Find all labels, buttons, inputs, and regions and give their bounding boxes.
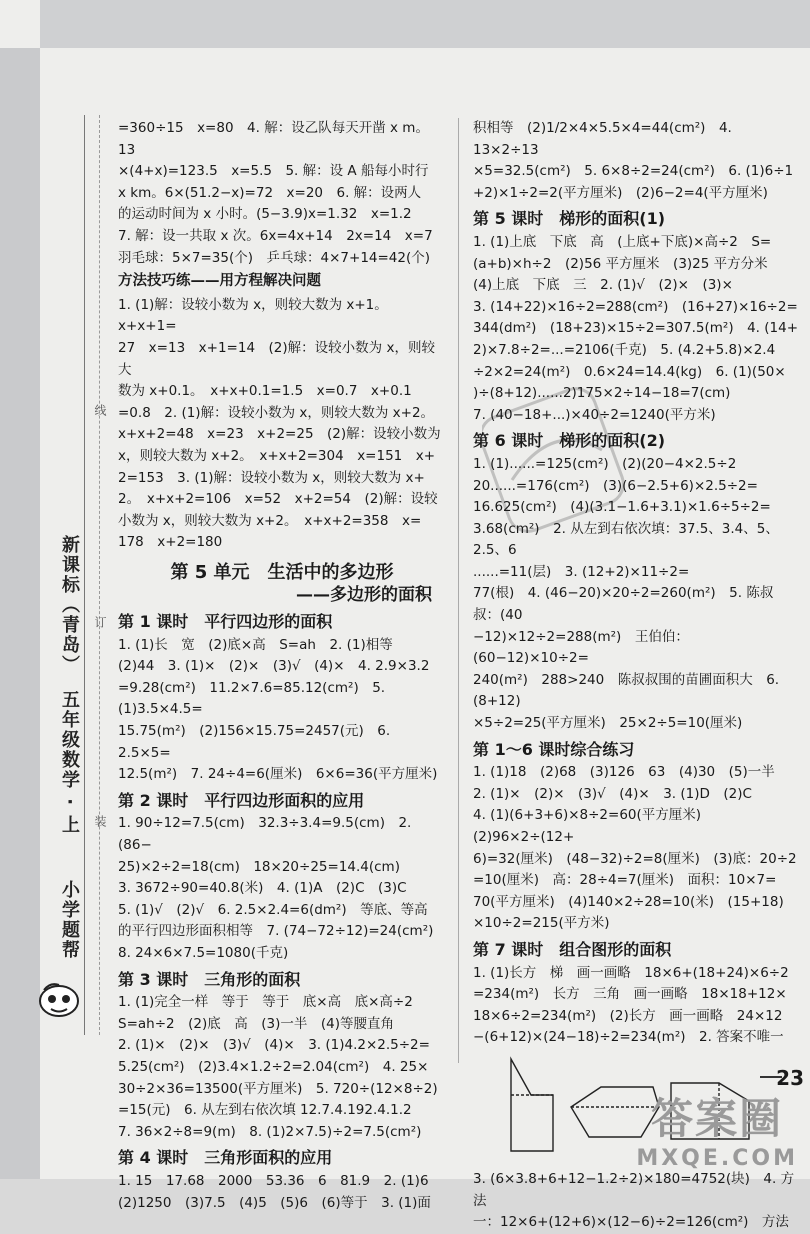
text-line: 小数为 x，则较大数为 x+2。 x+x+2=358 x= <box>118 512 422 529</box>
text-line: 的平行四边形面积相等 7. (74−72÷12)=24(cm²) <box>118 923 434 940</box>
text-line: 一：12×6+(12+6)×(12−6)÷2=126(cm²) 方法 <box>473 1214 789 1231</box>
text-line: (2)44 3. (1)× (2)× (3)√ (4)× 4. 2.9×3.2 <box>118 658 430 675</box>
watermark-url: MXQE.COM <box>636 1146 798 1171</box>
text-line: 1. (1)上底 下底 高 (上底+下底)×高÷2 S= <box>473 233 772 250</box>
lesson-2-title: 第 2 课时 平行四边形面积的应用 <box>118 790 365 810</box>
text-line: )÷(8+12)......2)175×2÷14−18=7(cm) <box>473 385 731 402</box>
unit-subtitle: ——多边形的面积 <box>296 585 432 606</box>
text-line: 1. (1)长 宽 (2)底×高 S=ah 2. (1)相等 <box>118 636 393 653</box>
text-line: 178 x+2=180 <box>118 534 223 551</box>
text-line: 2. (1)× (2)× (3)√ (4)× 3. (1)4.2×2.5÷2= <box>118 1037 430 1054</box>
text-line: =10(厘米) 高：28÷4=7(厘米) 面积：10×7= <box>473 872 777 889</box>
book-title-label: 五年级数学 · 上 <box>59 690 80 836</box>
text-line: =0.8 2. (1)解：设较小数为 x，则较大数为 x+2。 <box>118 404 435 421</box>
text-line: 30÷2×36=13500(平方厘米) 5. 720÷(12×8÷2) <box>118 1080 438 1097</box>
figure-1-outline <box>511 1059 553 1151</box>
lesson-6-title: 第 6 课时 梯形的面积(2) <box>473 431 666 451</box>
text-line: 7. 36×2÷8=9(m) 8. (1)2×7.5)÷2=7.5(cm²) <box>118 1123 422 1140</box>
text-line: 27 x=13 x+1=14 (2)解：设较小数为 x，则较大 <box>118 339 435 378</box>
book-spine <box>0 48 40 1179</box>
text-line: 1. (1)......=125(cm²) (2)(20−4×2.5÷2 <box>473 455 737 472</box>
tick-label-bottom: 装 <box>93 815 107 827</box>
text-line: 70(平方厘米) (4)140×2÷28=10(米) (15+18) <box>473 893 784 910</box>
text-line: 25)×2÷2=18(cm) 18×20÷25=14.4(cm) <box>118 858 400 875</box>
skill-heading: 方法技巧练——用方程解决问题 <box>118 273 321 290</box>
text-line: x，则较大数为 x+2。 x+x+2=304 x=151 x+ <box>118 447 436 464</box>
page-number: 23 <box>776 1066 804 1090</box>
text-line: 3. (14+22)×16÷2=288(cm²) (16+27)×16÷2= <box>473 298 798 315</box>
text-line: 3.68(cm²) 2. 从左到右依次填：37.5、3.4、5、2.5、6 <box>473 520 779 559</box>
text-line: −12)×12÷2=288(m²) 王伯伯：(60−12)×10÷2= <box>473 628 689 667</box>
text-line: 3. 3672÷90=40.8(米) 4. (1)A (2)C (3)C <box>118 880 407 897</box>
text-line: ÷2×2=24(m²) 0.6×24=14.4(kg) 6. (1)(50× <box>473 363 786 380</box>
right-column <box>473 118 798 1234</box>
text-line: 的运动时间为 x 小时。(5−3.9)x=1.32 x=1.2 <box>118 206 412 223</box>
text-line: 7. (40−18+...)×40÷2=1240(平方米) <box>473 406 716 423</box>
text-line: =234(m²) 长方 三角 画一画略 18×18+12× <box>473 986 787 1003</box>
text-line: 7. 解：设一共取 x 次。6x=4x+14 2x=14 x=7 <box>118 227 433 244</box>
text-line: 1. (1)18 (2)68 (3)126 63 (4)30 (5)一半 <box>473 764 775 781</box>
text-line: 羽毛球：5×7=35(个) 乒乓球：4×7+14=42(个) <box>118 249 431 266</box>
text-line: 240(m²) 288>240 陈叔叔围的苗圃面积大 6. (8+12) <box>473 671 784 710</box>
text-line: 18×6÷2=234(m²) (2)长方 画一画略 24×12 <box>473 1007 783 1024</box>
text-line: 1. (1)完全一样 等于 等于 底×高 底×高÷2 <box>118 994 413 1011</box>
text-line: 5. (1)√ (2)√ 6. 2.5×2.4=6(dm²) 等底、等高 <box>118 901 428 918</box>
watermark <box>636 1086 798 1171</box>
lesson-7-title: 第 7 课时 组合图形的面积 <box>473 939 672 959</box>
review-title: 第 1～6 课时综合练习 <box>473 739 635 759</box>
text-line: 1. (1)解：设较小数为 x，则较大数为 x+1。x+x+1= <box>118 296 388 335</box>
text-line: =360÷15 x=80 4. 解：设乙队每天开凿 x m。13 <box>118 120 429 158</box>
text-line: 2。 x+x+2=106 x=52 x+2=54 (2)解：设较 <box>118 491 438 508</box>
text-line: ×(4+x)=123.5 x=5.5 5. 解：设 A 船每小时行 <box>118 163 429 180</box>
watermark-logo-text: 答案圈 <box>651 1094 784 1143</box>
lesson-4-title: 第 4 课时 三角形面积的应用 <box>118 1148 333 1168</box>
text-line: 1. 90÷12=7.5(cm) 32.3÷3.4=9.5(cm) 2. (86− <box>118 815 416 853</box>
text-line: +2)×1÷2=2(平方厘米) (2)6−2=4(平方厘米) <box>473 184 768 201</box>
text-line: 77(根) 4. (46−20)×20÷2=260(m²) 5. 陈叔叔：(40 <box>473 585 774 624</box>
brand-label: 小学题帮 <box>59 880 80 960</box>
text-line: =9.28(cm²) 11.2×7.6=85.12(cm²) 5. (1)3.5×4.5= <box>118 679 390 718</box>
text-line: 20......=176(cm²) (3)(6−2.5+6)×2.5÷2= <box>473 477 758 494</box>
tick-label-top: 线 <box>93 404 107 416</box>
text-line: 1. 15 17.68 2000 53.36 6 81.9 2. (1)6 <box>118 1172 429 1189</box>
text-line: 12.5(m²) 7. 24÷4=6(厘米) 6×6=36(平方厘米) <box>118 766 438 783</box>
left-column <box>118 118 446 1214</box>
text-line: 8. 24×6×7.5=1080(千克) <box>118 944 289 961</box>
text-line: 16.625(cm²) (4)(3.1−1.6+3.1)×1.6÷5÷2= <box>473 499 771 516</box>
text-line: 1. (1)长方 梯 画一画略 18×6+(18+24)×6÷2 <box>473 964 789 981</box>
text-line: (4)上底 下底 三 2. (1)√ (2)× (3)× <box>473 277 733 294</box>
text-line: ×5÷2=25(平方厘米) 25×2÷5=10(厘米) <box>473 715 743 732</box>
series-label: 新课标（青岛） <box>59 535 80 675</box>
binding-line <box>84 115 85 1035</box>
tick-label-mid: 订 <box>93 616 107 628</box>
top-shadow <box>40 0 810 48</box>
column-divider <box>458 118 459 1063</box>
text-line: =15(元) 6. 从左到右依次填 12.7.4.192.4.1.2 <box>118 1102 412 1119</box>
lesson-1-title: 第 1 课时 平行四边形的面积 <box>118 612 333 632</box>
stamp-overlay <box>482 360 632 560</box>
text-line: S=ah÷2 (2)底 高 (3)一半 (4)等腰直角 <box>118 1015 394 1032</box>
text-line: 2. (1)× (2)× (3)√ (4)× 3. (1)D (2)C <box>473 785 752 802</box>
lesson-3-title: 第 3 课时 三角形的面积 <box>118 969 301 989</box>
text-line: 4. (1)(6+3+6)×8÷2=60(平方厘米) (2)96×2÷(12+ <box>473 807 715 845</box>
text-line: (2)1250 (3)7.5 (4)5 (5)6 (6)等于 3. (1)面 <box>118 1194 431 1211</box>
lesson-5-title: 第 5 课时 梯形的面积(1) <box>473 209 666 229</box>
text-line: x+x+2=48 x=23 x+2=25 (2)解：设较小数为 <box>118 426 441 443</box>
text-line: ×5=32.5(cm²) 5. 6×8÷2=24(cm²) 6. (1)6÷1 <box>473 163 794 180</box>
text-line: (a+b)×h÷2 (2)56 平方厘米 (3)25 平方分米 <box>473 255 768 272</box>
text-line: −(6+12)×(24−18)÷2=234(m²) 2. 答案不唯一 <box>473 1029 784 1046</box>
cut-line <box>99 115 100 1035</box>
text-line: ×10÷2=215(平方米) <box>473 915 610 932</box>
text-line: 2)×7.8÷2=...=2106(千克) 5. (4.2+5.8)×2.4 <box>473 341 776 358</box>
text-line: 积相等 (2)1/2×4×5.5×4=44(cm²) 4. 13×2÷13 <box>473 120 737 158</box>
text-line: 5.25(cm²) (2)3.4×1.2÷2=2.04(cm²) 4. 25× <box>118 1058 429 1075</box>
text-line: 15.75(m²) (2)156×15.75=2457(元) 6. 2.5×5= <box>118 723 395 761</box>
text-line: 6)=32(厘米) (48−32)÷2=8(厘米) (3)底：20÷2 <box>473 850 797 867</box>
text-line: 2=153 3. (1)解：设较小数为 x，则较大数为 x+ <box>118 469 425 486</box>
text-line: x km。6×(51.2−x)=72 x=20 6. 解：设两人 <box>118 184 422 201</box>
text-line: 3. (6×3.8+6+12−1.2÷2)×180=4752(块) 4. 方法 <box>473 1170 795 1209</box>
text-line: 数为 x+0.1。 x+x+0.1=1.5 x=0.7 x+0.1 <box>118 383 412 400</box>
left-intro <box>118 118 446 269</box>
text-line: 344(dm²) (18+23)×15÷2=307.5(m²) 4. (14+ <box>473 320 799 337</box>
unit-title: 第 5 单元 生活中的多边形 <box>170 561 394 583</box>
brand-logo-icon <box>38 980 80 1018</box>
text-line: ......=11(层) 3. (12+2)×11÷2= <box>473 563 690 580</box>
skill-answers <box>118 295 446 554</box>
